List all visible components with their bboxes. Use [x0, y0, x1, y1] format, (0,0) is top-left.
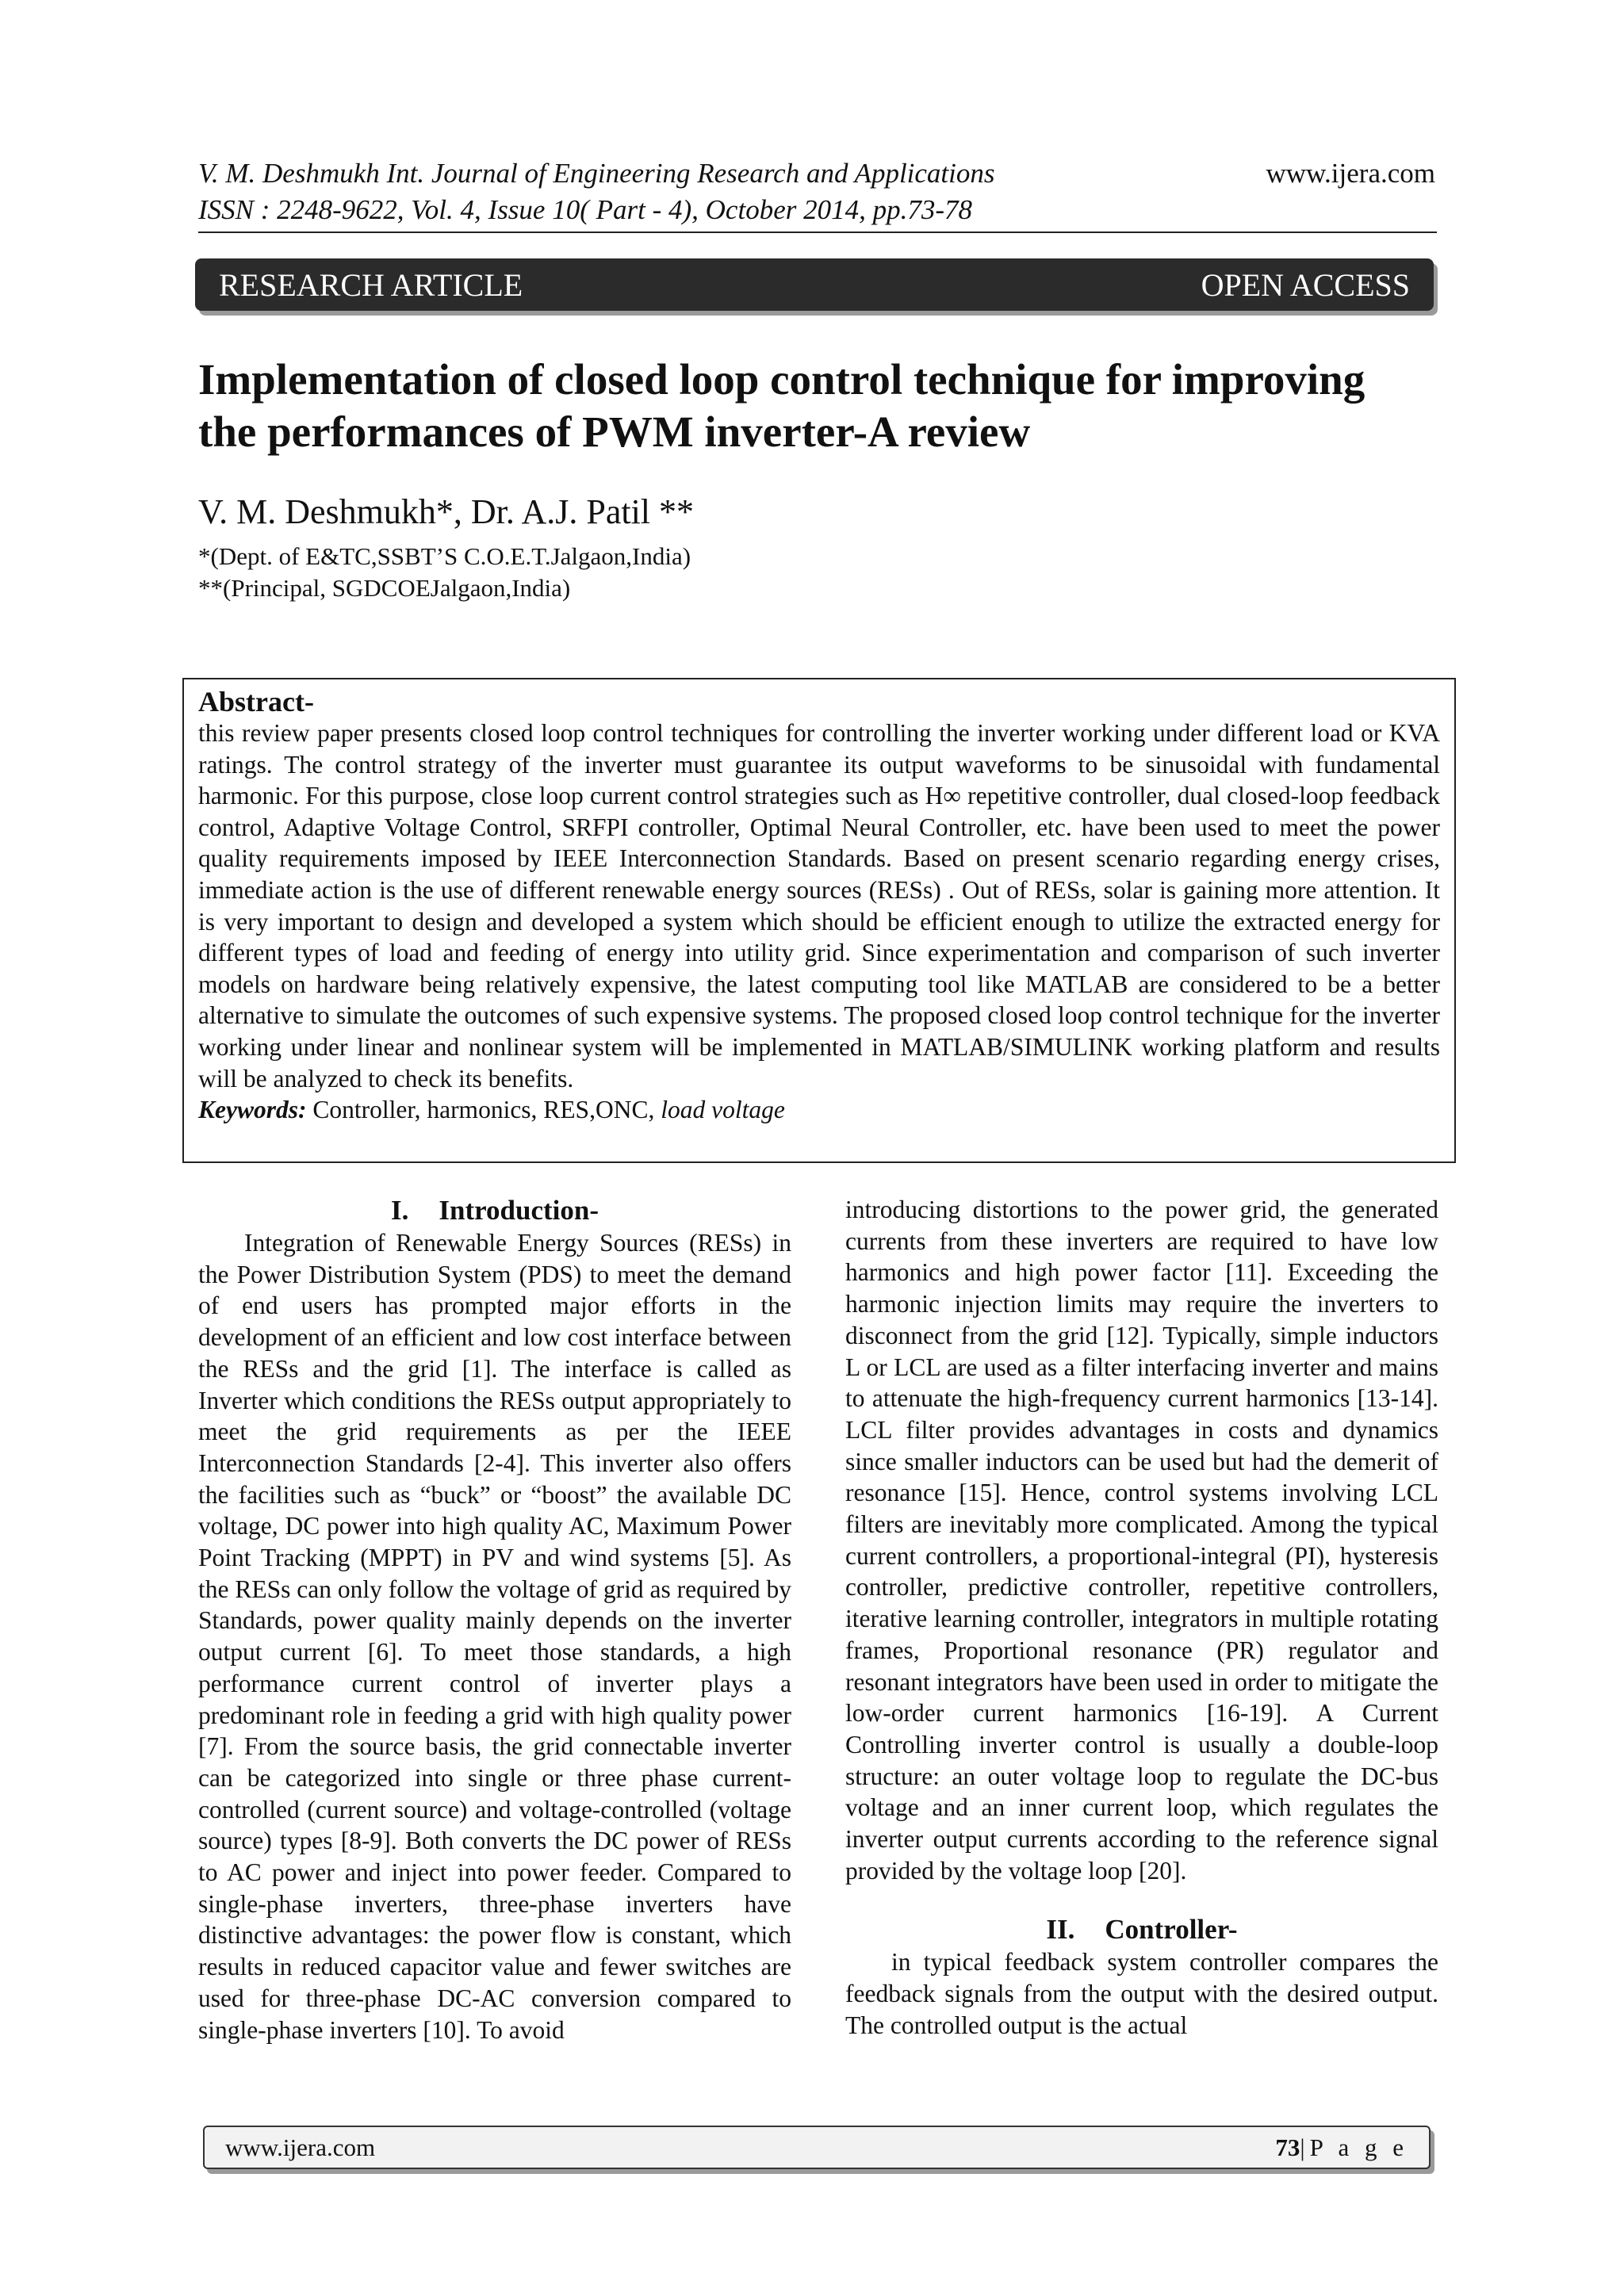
section-title: Introduction-	[439, 1195, 599, 1226]
title-line-2: the performances of PWM inverter-A review	[198, 408, 1031, 456]
page-indicator	[1275, 2133, 1408, 2162]
issn-line: ISSN : 2248-9622, Vol. 4, Issue 10( Part - 4), October 2014, pp.73-78	[198, 194, 973, 225]
journal-url[interactable]: www.ijera.com	[1266, 158, 1435, 189]
introduction-continued-paragraph: introducing distortions to the power grid, the generated currents from these inverters are required to have low harmonics and high power factor [11]. Exceeding the harmonic injection limits may require the inverters to disconnect from the grid [12]. Typically, simple inductors L or LCL are used as a filter interfacing inverter and mains to attenuate the high-frequency current harmonics [13-14]. LCL filter provides advantages in costs and dynamics since smaller inductors can be used but had the demerit of resonance [15]. Hence, control systems involving LCL filters are inevitably more complicated. Among the typical current controllers, a proportional-integral (PI), hysteresis controller, predictive controller, repetitive controllers, iterative learning controller, integrators in multiple rotating frames, Proportional resonance (PR) regulator and resonant integrators have been used in order to mitigate the low-order current harmonics [16-19]. A Current Controlling inverter control is usually a double-loop structure: an outer voltage loop to regulate the DC-bus voltage and an inner current loop, which regulates the inverter output currents according to the reference signal provided by the voltage loop [20].	[845, 1196, 1438, 1885]
affiliation-2: **(Principal, SGDCOEJalgaon,India)	[198, 574, 571, 602]
introduction-paragraph: Integration of Renewable Energy Sources (RESs) in the Power Distribution System (PDS) to meet the demand of end users has prompted major efforts in the development of an efficient and low cost interface between the RESs and the grid [1]. The interface is called as Inverter which conditions the RESs output appropriately to meet the grid requirements as per the IEEE Interconnection Standards [2-4]. This inverter also offers the facilities such as “buck” or “boost” the available DC voltage, DC power into high quality AC, Maximum Power Point Tracking (MPPT) in PV and wind systems [5]. As the RESs can only follow the voltage of grid as required by Standards, power quality mainly depends on the inverter output current [6]. To meet those standards, a high performance current control of inverter plays a predominant role in feeding a grid with high quality power [7]. From the source basis, the grid connectable inverter can be categorized into single or three phase current-controlled (current source) and voltage-controlled (voltage source) types [8-9]. Both converts the DC power of RESs to AC power and inject into power feeder. Compared to single-phase inverters, three-phase inverters have distinctive advantages: the power flow is constant, which results in reduced capacitor value and fewer switches are used for three-phase DC-AC conversion compared to single-phase inverters [10]. To avoid	[198, 1229, 791, 2044]
page-number: 73	[1275, 2133, 1300, 2161]
header-rule	[198, 232, 1437, 233]
research-article-label: RESEARCH ARTICLE	[219, 266, 523, 303]
page-footer	[203, 2126, 1431, 2169]
abstract-box	[182, 678, 1456, 1163]
keywords-label: Keywords:	[198, 1096, 307, 1124]
controller-paragraph: in typical feedback system controller compares the feedback signals from the output with the desired output. The controlled output is the actual	[845, 1948, 1438, 2039]
page-label: |P a g e	[1300, 2133, 1408, 2161]
right-column	[845, 1194, 1438, 2042]
authors: V. M. Deshmukh*, Dr. A.J. Patil **	[198, 492, 695, 531]
keywords-list: Controller, harmonics, RES,ONC,	[312, 1096, 655, 1124]
article-type-banner	[195, 258, 1434, 311]
abstract-heading: Abstract-	[198, 686, 314, 718]
open-access-label: OPEN ACCESS	[1201, 266, 1410, 303]
affiliation-1: *(Dept. of E&TC,SSBT’S C.O.E.T.Jalgaon,India)	[198, 542, 691, 570]
left-column	[198, 1194, 791, 2045]
keywords-line	[198, 1094, 1440, 1126]
paper-title	[198, 354, 1435, 458]
section-heading-controller	[845, 1913, 1438, 1946]
keywords-italic: load voltage	[661, 1096, 785, 1124]
abstract-text: this review paper presents closed loop control techniques for controlling the inverter working under different load or KVA ratings. The control strategy of the inverter must guarantee its output waveforms to be sinusoidal with fundamental harmonic. For this purpose, close loop current control strategies such as H∞ repetitive controller, dual closed-loop feedback control, Adaptive Voltage Control, SRFPI controller, Optimal Neural Controller, etc. have been used to meet the power quality requirements imposed by IEEE Interconnection Standards. Based on present scenario regarding energy crises, immediate action is the use of different renewable energy sources (RESs) . Out of RESs, solar is gaining more attention. It is very important to design and developed a system which should be efficient enough to utilize the extracted energy for different types of load and feeding of energy into utility grid. Since experimentation and comparison of such inverter models on hardware being relatively expensive, the latest computing tool like MATLAB are considered to be a better alternative to simulate the outcomes of such expensive systems. The proposed closed loop control technique for the inverter working under linear and nonlinear system will be implemented in MATLAB/SIMULINK working platform and results will be analyzed to check its benefits.	[198, 719, 1440, 1093]
section-title: Controller-	[1105, 1914, 1238, 1946]
affiliations	[198, 541, 691, 604]
section-heading-introduction	[198, 1194, 791, 1227]
section-number: I.	[391, 1195, 409, 1226]
section-number: II.	[1046, 1914, 1075, 1946]
footer-url[interactable]: www.ijera.com	[225, 2133, 376, 2161]
journal-name: V. M. Deshmukh Int. Journal of Engineering Research and Applications	[198, 158, 995, 189]
title-line-1: Implementation of closed loop control technique for improving	[198, 355, 1365, 404]
running-header	[198, 155, 1435, 228]
